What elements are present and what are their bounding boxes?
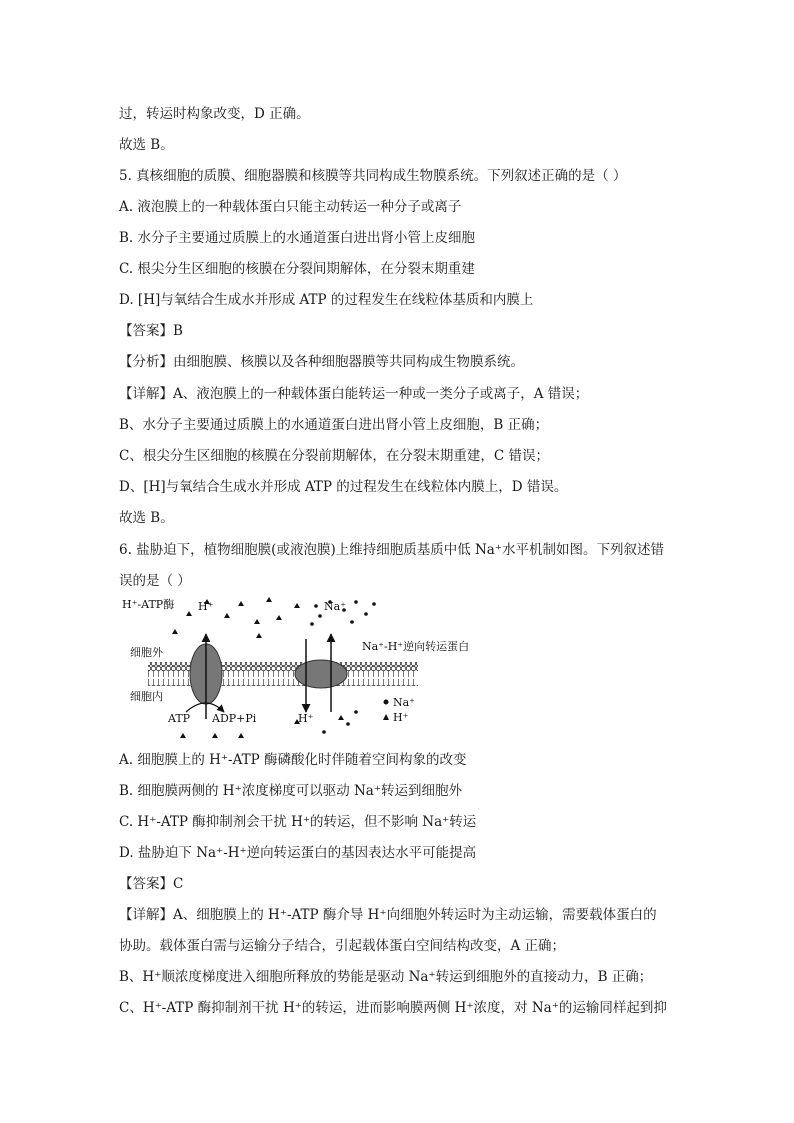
question-6-stem-cont: 误的是（ ） (119, 573, 191, 589)
question-6-stem: 6. 盐胁迫下，植物细胞膜(或液泡膜)上维持细胞质基质中低 Na⁺水平机制如图。下列叙述错 (119, 542, 664, 558)
antiporter-protein (295, 660, 347, 688)
label-antiporter: Na⁺-H⁺逆向转运蛋白 (362, 640, 470, 653)
question-6-option-a: A. 细胞膜上的 H⁺-ATP 酶磷酸化时伴随着空间构象的改变 (119, 752, 467, 768)
label-na-top: Na⁺ (324, 600, 346, 613)
legend (383, 696, 415, 724)
question-6-option-c: C. H⁺-ATP 酶抑制剂会干扰 H⁺的转运，但不影响 Na⁺转运 (119, 814, 477, 830)
question-5-stem: 5. 真核细胞的质膜、细胞器膜和核膜等共同构成生物膜系统。下列叙述正确的是（ ） (119, 168, 627, 184)
label-atp: ATP (168, 712, 191, 725)
question-6-detail-a: 【详解】A、细胞膜上的 H⁺-ATP 酶介导 H⁺向细胞外转运时为主动运输，需要载体蛋白的 (119, 907, 657, 923)
label-adp: ADP+Pi (212, 712, 257, 725)
legend-na-marker (384, 700, 389, 705)
label-cell-inside: 细胞内 (130, 690, 163, 703)
question-5-option-c: C. 根尖分生区细胞的核膜在分裂间期解体，在分裂末期重建 (119, 261, 475, 277)
question-5-answer: 【答案】B (119, 323, 183, 339)
question-6-detail-a-cont: 协助。载体蛋白需与运输分子结合，引起载体蛋白空间结构改变，A 正确； (119, 938, 566, 954)
label-h-bottom: H⁺ (298, 712, 314, 725)
question-5-detail-c: C、根尖分生区细胞的核膜在分裂前期解体，在分裂末期重建，C 错误； (119, 448, 549, 464)
question-5-detail-d: D、[H]与氧结合生成水并形成 ATP 的过程发生在线粒体内膜上，D 错误。 (119, 479, 568, 495)
question-6-option-d: D. 盐胁迫下 Na⁺-H⁺逆向转运蛋白的基因表达水平可能提高 (119, 845, 477, 861)
legend-h-label: H⁺ (393, 711, 409, 724)
question-6-answer: 【答案】C (119, 876, 184, 892)
question-5-option-d: D. [H]与氧结合生成水并形成 ATP 的过程发生在线粒体基质和内膜上 (119, 292, 534, 308)
question-5-option-a: A. 液泡膜上的一种载体蛋白只能主动转运一种分子或离子 (119, 199, 462, 215)
membrane-transport-diagram (116, 594, 496, 744)
question-5-detail-b: B、水分子主要通过质膜上的水通道蛋白进出肾小管上皮细胞，B 正确； (119, 417, 549, 433)
question-6-option-b: B. 细胞膜两侧的 H⁺浓度梯度可以驱动 Na⁺转运到细胞外 (119, 783, 462, 799)
label-cell-outside: 细胞外 (130, 646, 163, 659)
text-line: 故选 B。 (119, 137, 174, 153)
question-5-detail-a: 【详解】A、液泡膜上的一种载体蛋白能转运一种或一类分子或离子，A 错误； (119, 386, 589, 402)
legend-na-label: Na⁺ (393, 696, 415, 709)
lipid-bilayer (148, 662, 418, 686)
label-h-top: H⁺ (198, 600, 214, 613)
question-5-analysis: 【分析】由细胞膜、核膜以及各种细胞器膜等共同构成生物膜系统。 (119, 354, 524, 370)
question-6-detail-c: C、H⁺-ATP 酶抑制剂干扰 H⁺的转运，进而影响膜两侧 H⁺浓度，对 Na⁺的运输同样起到抑 (119, 1000, 667, 1016)
text-line: 过，转运时构象改变，D 正确。 (119, 106, 310, 122)
h-ions-outside (172, 597, 300, 638)
legend-h-marker (383, 714, 389, 720)
question-6-detail-b: B、H⁺顺浓度梯度进入细胞所释放的势能是驱动 Na⁺转运到细胞外的直接动力，B 正确； (119, 969, 653, 985)
text-line: 故选 B。 (119, 510, 174, 526)
question-5-option-b: B. 水分子主要通过质膜上的水通道蛋白进出肾小管上皮细胞 (119, 230, 476, 246)
label-h-atpase: H⁺-ATP酶 (122, 598, 175, 611)
